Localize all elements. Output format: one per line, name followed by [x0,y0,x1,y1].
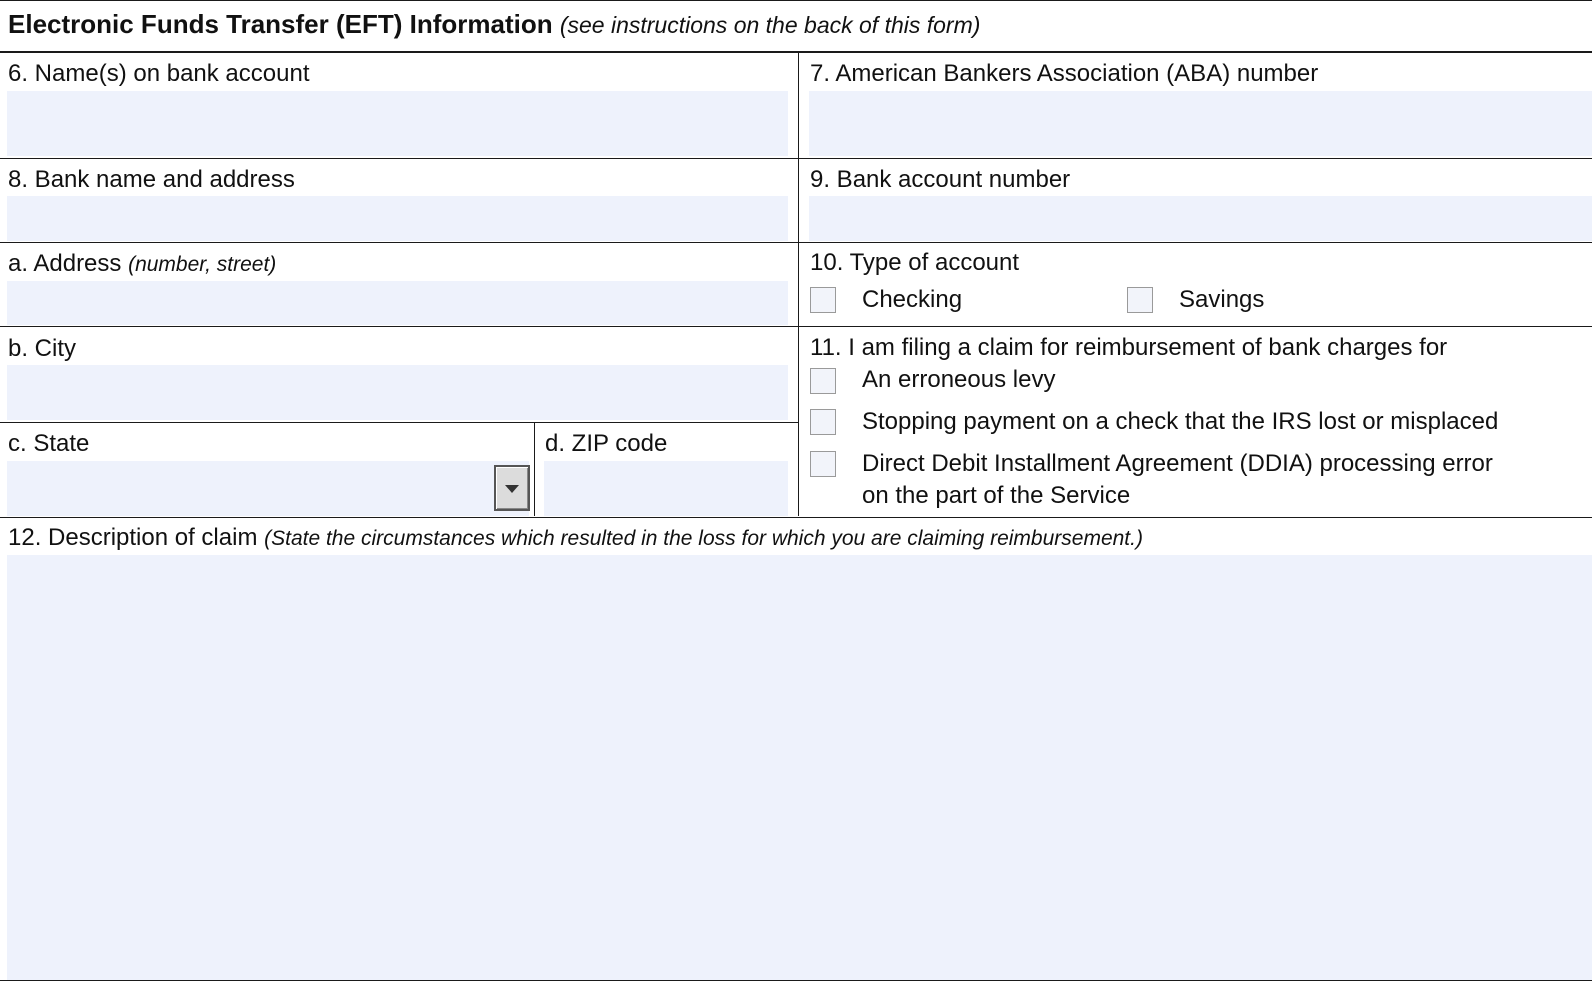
state-zip-divider [534,422,535,516]
section-note: (see instructions on the back of this form) [559,12,981,38]
row-divider-2 [0,242,1592,243]
bank-name-label: 8. Bank name and address [8,166,295,193]
zip-label: d. ZIP code [545,430,668,457]
state-label: c. State [8,430,90,457]
account-number-label: 9. Bank account number [810,166,1071,193]
row-divider-5 [0,517,1592,518]
claim-label: 11. I am filing a claim for reimbursement of bank charges for [810,334,1448,361]
aba-number-input[interactable] [809,91,1592,156]
account-number-input[interactable] [809,196,1592,241]
zip-input[interactable] [544,461,788,516]
city-label: b. City [8,335,77,362]
column-divider [798,52,799,516]
top-border [0,0,1592,1]
erroneous-levy-checkbox[interactable] [810,368,836,394]
ddia-error-checkbox[interactable] [810,451,836,477]
names-label: 6. Name(s) on bank account [8,60,310,87]
description-textarea[interactable] [7,555,1592,980]
savings-checkbox[interactable] [1127,287,1153,313]
description-label: 12. Description of claim [8,524,258,551]
stop-payment-label: Stopping payment on a check that the IRS lost or misplaced [862,408,1499,435]
bottom-border [0,980,1592,981]
city-input[interactable] [7,365,788,420]
row-divider-1 [0,158,1592,159]
address-label: a. Address [8,250,122,277]
erroneous-levy-label: An erroneous levy [862,366,1056,393]
checking-checkbox[interactable] [810,287,836,313]
address-input[interactable] [7,281,788,325]
address-label-group [8,250,276,279]
state-select[interactable] [7,461,529,516]
savings-label: Savings [1179,286,1265,313]
section-title: Electronic Funds Transfer (EFT) Information [8,9,553,39]
bank-name-input[interactable] [7,196,788,241]
ddia-error-label-line1: Direct Debit Installment Agreement (DDIA) processing error [862,450,1493,477]
description-hint: (State the circumstances which resulted in the loss for which you are claiming reimbursement.) [264,527,1143,550]
description-label-group [8,524,1143,553]
aba-label: 7. American Bankers Association (ABA) number [810,60,1319,87]
chevron-down-icon [505,485,519,493]
stop-payment-checkbox[interactable] [810,409,836,435]
address-hint: (number, street) [128,253,277,276]
section-header [8,10,980,39]
names-input[interactable] [7,91,788,156]
header-divider [0,51,1592,53]
ddia-error-label-line2: on the part of the Service [862,482,1131,509]
checking-label: Checking [862,286,963,313]
account-type-label: 10. Type of account [810,249,1020,276]
row-divider-3 [0,326,1592,327]
state-dropdown-button[interactable] [494,465,530,511]
city-divider [0,422,799,423]
